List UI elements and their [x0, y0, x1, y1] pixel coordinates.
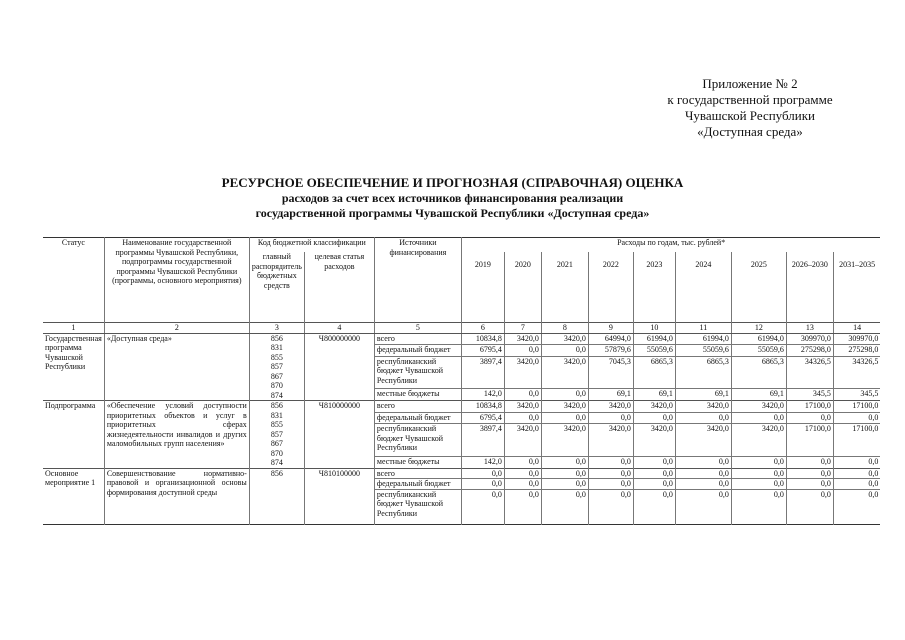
- row-value: 309970,0: [786, 333, 833, 345]
- row-value: 0,0: [675, 468, 731, 479]
- header-sources: Источники финансирования: [374, 238, 461, 323]
- row-value: 0,0: [541, 389, 588, 401]
- header-year: 2024: [675, 252, 731, 323]
- row-value: 3420,0: [588, 424, 633, 457]
- header-year: 2019: [461, 252, 504, 323]
- appendix-line: Приложение № 2: [702, 76, 798, 91]
- appendix-line: «Доступная среда»: [697, 124, 803, 139]
- row-value: 0,0: [675, 479, 731, 490]
- row-value: 34326,5: [833, 356, 880, 389]
- column-number: 14: [833, 323, 880, 334]
- header-manager: главный распорядитель бюджетных средств: [249, 252, 304, 323]
- row-value: 0,0: [731, 489, 786, 518]
- column-number: 1: [43, 323, 104, 334]
- row-value: 3420,0: [504, 333, 541, 345]
- row-value: 3420,0: [731, 401, 786, 413]
- row-value: 6865,3: [675, 356, 731, 389]
- column-number: 2: [104, 323, 249, 334]
- row-source: республиканский бюджет Чувашской Республики: [374, 489, 461, 518]
- row-value: 0,0: [588, 468, 633, 479]
- row-codes: 856 831 855 857 867 870 874: [249, 333, 304, 401]
- row-value: 69,1: [633, 389, 675, 401]
- row-source: местные бюджеты: [374, 456, 461, 468]
- row-value: 55059,6: [633, 345, 675, 357]
- row-value: 0,0: [541, 456, 588, 468]
- empty-cell: [633, 518, 675, 525]
- row-value: 0,0: [786, 479, 833, 490]
- row-value: 0,0: [833, 468, 880, 479]
- row-value: 3420,0: [633, 424, 675, 457]
- empty-cell: [504, 518, 541, 525]
- column-numbers-row: [43, 323, 880, 334]
- row-value: 17100,0: [833, 424, 880, 457]
- column-number: 8: [541, 323, 588, 334]
- row-value: 0,0: [504, 489, 541, 518]
- column-number: 6: [461, 323, 504, 334]
- empty-cell: [588, 518, 633, 525]
- row-codes: 856: [249, 468, 304, 525]
- appendix-note: [600, 76, 900, 140]
- row-value: 0,0: [588, 456, 633, 468]
- row-value: 0,0: [461, 489, 504, 518]
- row-value: 0,0: [786, 456, 833, 468]
- resource-table: [43, 237, 880, 525]
- row-value: 0,0: [675, 412, 731, 424]
- row-value: 57879,6: [588, 345, 633, 357]
- row-value: 64994,0: [588, 333, 633, 345]
- row-source: всего: [374, 468, 461, 479]
- row-value: 0,0: [833, 412, 880, 424]
- row-value: 0,0: [833, 479, 880, 490]
- column-number: 9: [588, 323, 633, 334]
- row-value: 0,0: [504, 389, 541, 401]
- document-title: [0, 175, 905, 221]
- empty-cell: [731, 518, 786, 525]
- row-value: 3420,0: [633, 401, 675, 413]
- row-target: Ч810000000: [304, 401, 374, 469]
- appendix-line: Чувашской Республики: [684, 108, 816, 123]
- row-value: 0,0: [786, 412, 833, 424]
- row-source: республиканский бюджет Чувашской Республики: [374, 424, 461, 457]
- row-name: «Обеспечение условий доступности приоритетных объектов и услуг в приоритетных сферах жизнедеятельности инвалидов и других маломобильных групп населения»: [104, 401, 249, 469]
- empty-cell: [833, 518, 880, 525]
- row-name: «Доступная среда»: [104, 333, 249, 401]
- row-name: Совершенствование нормативно-правовой и организационной основы формирования доступной среды: [104, 468, 249, 525]
- row-value: 69,1: [675, 389, 731, 401]
- title-line-1: РЕСУРСНОЕ ОБЕСПЕЧЕНИЕ И ПРОГНОЗНАЯ (СПРАВОЧНАЯ) ОЦЕНКА: [221, 175, 684, 190]
- header-expenses: Расходы по годам, тыс. рублей*: [461, 238, 880, 253]
- header-budget-code: Код бюджетной классификации: [249, 238, 374, 253]
- row-value: 275298,0: [786, 345, 833, 357]
- row-value: 55059,6: [731, 345, 786, 357]
- row-value: 0,0: [731, 412, 786, 424]
- row-value: 69,1: [588, 389, 633, 401]
- row-status: Государственная программа Чувашской Республики: [43, 333, 104, 401]
- row-value: 3420,0: [541, 356, 588, 389]
- row-value: 6865,3: [731, 356, 786, 389]
- row-source: республиканский бюджет Чувашской Республики: [374, 356, 461, 389]
- row-value: 10834,8: [461, 401, 504, 413]
- row-value: 6795,4: [461, 412, 504, 424]
- row-value: 69,1: [731, 389, 786, 401]
- row-value: 0,0: [588, 489, 633, 518]
- table-row: [43, 333, 880, 345]
- header-year: 2031–2035: [833, 252, 880, 323]
- row-value: 6865,3: [633, 356, 675, 389]
- table-body: [43, 333, 880, 525]
- row-value: 3420,0: [675, 401, 731, 413]
- row-value: 61994,0: [633, 333, 675, 345]
- row-value: 3420,0: [504, 401, 541, 413]
- row-value: 0,0: [786, 489, 833, 518]
- row-value: 0,0: [541, 479, 588, 490]
- row-value: 3420,0: [504, 424, 541, 457]
- header-year: 2021: [541, 252, 588, 323]
- row-codes: 856 831 855 857 867 870 874: [249, 401, 304, 469]
- row-value: 309970,0: [833, 333, 880, 345]
- row-value: 3420,0: [541, 333, 588, 345]
- row-value: 34326,5: [786, 356, 833, 389]
- row-value: 3420,0: [675, 424, 731, 457]
- row-status: Основное мероприятие 1: [43, 468, 104, 525]
- empty-cell: [461, 518, 504, 525]
- header-status: Статус: [43, 238, 104, 323]
- header-year: 2023: [633, 252, 675, 323]
- row-target: Ч810100000: [304, 468, 374, 525]
- column-number: 13: [786, 323, 833, 334]
- column-number: 3: [249, 323, 304, 334]
- column-number: 10: [633, 323, 675, 334]
- row-value: 0,0: [633, 479, 675, 490]
- header-name: Наименование государственной программы Чувашской Республики, подпрограммы государственной программы Чувашской Республики (программы, основного мероприятия): [104, 238, 249, 323]
- row-value: 61994,0: [731, 333, 786, 345]
- header-year: 2022: [588, 252, 633, 323]
- row-value: 3420,0: [541, 424, 588, 457]
- row-value: 3420,0: [588, 401, 633, 413]
- row-value: 0,0: [731, 456, 786, 468]
- row-source: местные бюджеты: [374, 389, 461, 401]
- row-value: 0,0: [833, 489, 880, 518]
- empty-cell: [541, 518, 588, 525]
- row-value: 0,0: [461, 479, 504, 490]
- empty-cell: [374, 518, 461, 525]
- row-value: 55059,6: [675, 345, 731, 357]
- column-number: 7: [504, 323, 541, 334]
- row-target: Ч800000000: [304, 333, 374, 401]
- row-value: 0,0: [675, 489, 731, 518]
- row-value: 61994,0: [675, 333, 731, 345]
- row-source: федеральный бюджет: [374, 479, 461, 490]
- row-value: 0,0: [541, 468, 588, 479]
- row-value: 6795,4: [461, 345, 504, 357]
- appendix-line: к государственной программе: [667, 92, 833, 107]
- row-value: 0,0: [633, 412, 675, 424]
- row-value: 275298,0: [833, 345, 880, 357]
- row-value: 0,0: [504, 479, 541, 490]
- empty-cell: [786, 518, 833, 525]
- row-status: Подпрограмма: [43, 401, 104, 469]
- row-value: 0,0: [675, 456, 731, 468]
- column-number: 11: [675, 323, 731, 334]
- column-number: 12: [731, 323, 786, 334]
- row-value: 3420,0: [731, 424, 786, 457]
- row-value: 0,0: [633, 468, 675, 479]
- row-source: федеральный бюджет: [374, 412, 461, 424]
- row-value: 0,0: [461, 468, 504, 479]
- row-value: 3897,4: [461, 356, 504, 389]
- row-source: всего: [374, 401, 461, 413]
- header-target: целевая статья расходов: [304, 252, 374, 323]
- row-value: 0,0: [504, 456, 541, 468]
- row-value: 0,0: [541, 489, 588, 518]
- row-value: 3897,4: [461, 424, 504, 457]
- title-line-2: расходов за счет всех источников финансирования реализации: [281, 191, 624, 205]
- title-line-3: государственной программы Чувашской Республики «Доступная среда»: [255, 206, 650, 220]
- row-value: 0,0: [504, 468, 541, 479]
- row-value: 0,0: [541, 412, 588, 424]
- row-value: 0,0: [786, 468, 833, 479]
- row-value: 0,0: [633, 456, 675, 468]
- row-value: 17100,0: [786, 424, 833, 457]
- row-value: 0,0: [633, 489, 675, 518]
- row-value: 0,0: [541, 345, 588, 357]
- table-row: [43, 401, 880, 413]
- row-value: 142,0: [461, 456, 504, 468]
- column-number: 4: [304, 323, 374, 334]
- row-value: 0,0: [588, 479, 633, 490]
- row-value: 3420,0: [541, 401, 588, 413]
- row-value: 0,0: [731, 479, 786, 490]
- row-value: 0,0: [504, 412, 541, 424]
- row-source: федеральный бюджет: [374, 345, 461, 357]
- header-year: 2020: [504, 252, 541, 323]
- row-value: 3420,0: [504, 356, 541, 389]
- row-value: 17100,0: [833, 401, 880, 413]
- header-year: 2026–2030: [786, 252, 833, 323]
- row-source: всего: [374, 333, 461, 345]
- column-number: 5: [374, 323, 461, 334]
- row-value: 0,0: [833, 456, 880, 468]
- row-value: 17100,0: [786, 401, 833, 413]
- header-year: 2025: [731, 252, 786, 323]
- row-value: 0,0: [504, 345, 541, 357]
- empty-cell: [675, 518, 731, 525]
- row-value: 142,0: [461, 389, 504, 401]
- row-value: 0,0: [588, 412, 633, 424]
- table-row: [43, 468, 880, 479]
- row-value: 345,5: [786, 389, 833, 401]
- row-value: 345,5: [833, 389, 880, 401]
- row-value: 7045,3: [588, 356, 633, 389]
- row-value: 0,0: [731, 468, 786, 479]
- row-value: 10834,8: [461, 333, 504, 345]
